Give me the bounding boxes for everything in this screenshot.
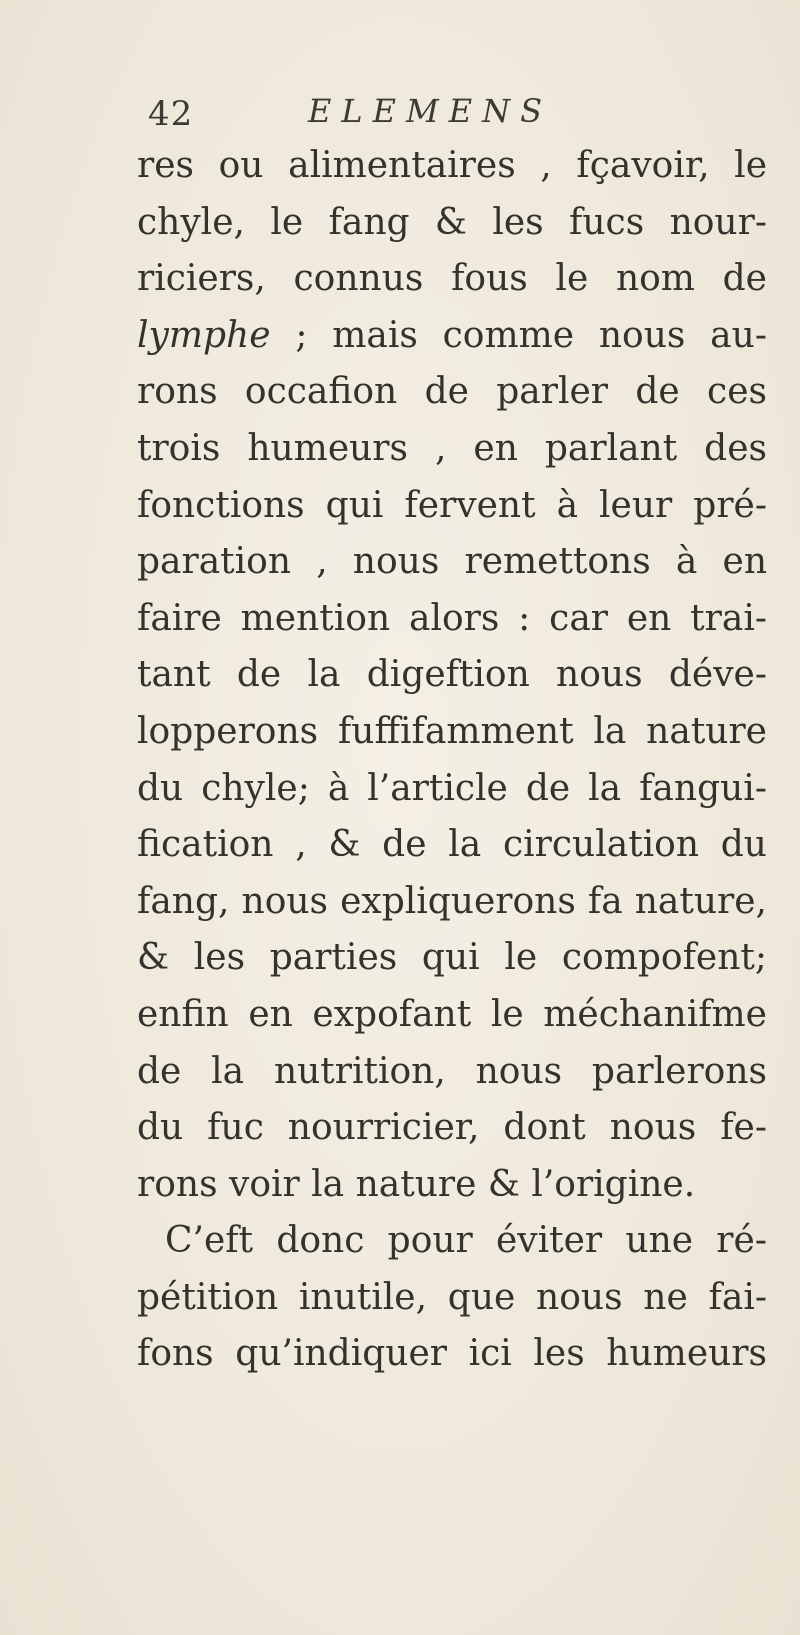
text-line: pétition inutile, que nous ne fai- bbox=[137, 1276, 767, 1318]
text-line: lopperons fuffifamment la nature bbox=[137, 710, 767, 752]
body-text bbox=[137, 138, 767, 1383]
text-line: enfin en expofant le méchanifme bbox=[137, 993, 767, 1035]
text-line: C’eft donc pour éviter une ré- bbox=[165, 1220, 767, 1262]
text-line: de la nutrition, nous parlerons bbox=[137, 1050, 767, 1092]
text-line: du fuc nourricier, dont nous fe- bbox=[137, 1107, 767, 1149]
italic-term: lymphe bbox=[137, 314, 271, 356]
page-number: 42 bbox=[148, 94, 194, 134]
text-line: tant de la digeftion nous déve- bbox=[137, 654, 767, 696]
text-line: fons qu’indiquer ici les humeurs bbox=[137, 1333, 767, 1375]
text-line: lymphe ; mais comme nous au- bbox=[137, 314, 767, 356]
running-head: ELEMENS bbox=[308, 92, 553, 130]
page-header bbox=[148, 86, 668, 146]
text-line: trois humeurs , en parlant des bbox=[137, 427, 767, 469]
text-line: fication , & de la circulation du bbox=[137, 824, 767, 866]
text-line: chyle, le fang & les fucs nour- bbox=[137, 201, 767, 243]
text-line: rons voir la nature & l’origine. bbox=[137, 1163, 696, 1205]
text-line: fang, nous expliquerons fa nature, bbox=[137, 880, 767, 922]
text-line: paration , nous remettons à en bbox=[137, 541, 767, 583]
text-line: faire mention alors : car en trai- bbox=[137, 597, 767, 639]
text-line: fonctions qui fervent à leur pré- bbox=[137, 484, 767, 526]
text-line: & les parties qui le compofent; bbox=[137, 937, 767, 979]
text-line: riciers, connus fous le nom de bbox=[137, 258, 767, 300]
text-line: rons occafion de parler de ces bbox=[137, 371, 767, 413]
text-line: res ou alimentaires , fçavoir, le bbox=[137, 145, 767, 186]
text-line: du chyle; à l’article de la fangui- bbox=[137, 767, 767, 809]
